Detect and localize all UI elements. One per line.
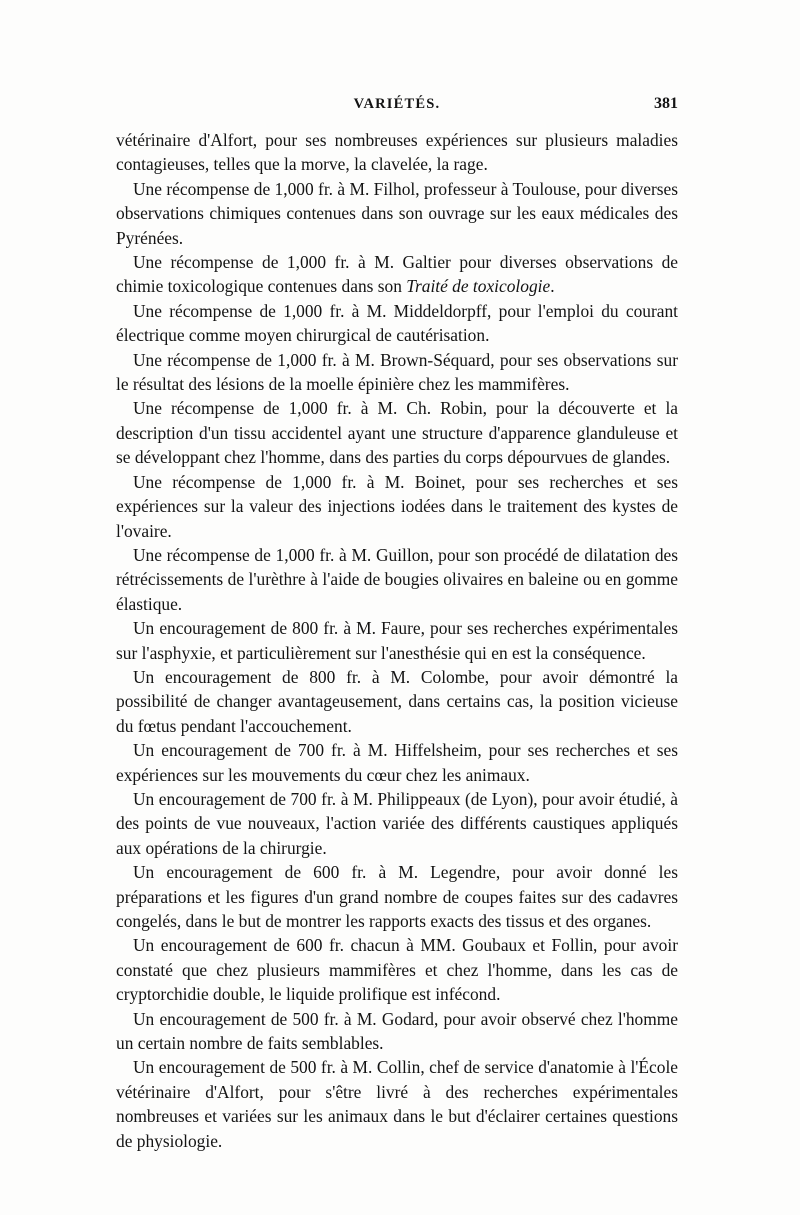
paragraph: Un encouragement de 700 fr. à M. Hiffelsheim, pour ses recherches et ses expériences sur les mouvements du cœur chez les animaux. xyxy=(116,740,678,785)
book-title: Traité de toxicologie xyxy=(406,276,551,297)
running-title: VARIÉTÉS. xyxy=(353,96,441,112)
running-head xyxy=(116,96,678,120)
paragraph: vétérinaire d'Alfort, pour ses nombreuses expériences sur plusieurs maladies contagieuses, telles que la morve, la clavelée, la rage. xyxy=(116,130,678,175)
paragraph: Une récompense de 1,000 fr. à M. Middeldorpff, pour l'emploi du courant électrique comme moyen chirurgical de cautérisation. xyxy=(116,300,678,346)
paragraph: Une récompense de 1,000 fr. à M. Filhol, professeur à Toulouse, pour diverses observations chimiques contenues dans son ouvrage sur les eaux médicales des Pyrénées. xyxy=(116,178,678,248)
paragraph: Une récompense de 1,000 fr. à M. Guillon, pour son procédé de dilatation des rétrécissements de l'urèthre à l'aide de bougies olivaires en baleine ou en gomme élastique. xyxy=(116,544,678,614)
paragraph: Une récompense de 1,000 fr. à M. Brown-Séquard, pour ses observations sur le résultat des lésions de la moelle épinière chez les mammifères. xyxy=(116,349,678,395)
paragraph-text: . xyxy=(550,276,555,297)
paragraph: Une récompense de 1,000 fr. à M. Boinet, pour ses recherches et ses expériences sur la valeur des injections iodées dans le traitement des kystes de l'ovaire. xyxy=(116,471,678,541)
paragraph: Un encouragement de 600 fr. chacun à MM. Goubaux et Follin, pour avoir constaté que chez plusieurs mammifères et chez l'homme, dans les cas de cryptorchidie double, le liquide prolifique est infécond. xyxy=(116,935,678,1005)
paragraph: Un encouragement de 600 fr. à M. Legendre, pour avoir donné les préparations et les figures d'un grand nombre de coupes faites sur des cadavres congelés, dans le but de montrer les rapports exacts des tissus et des organes. xyxy=(116,862,678,931)
paragraph-text: Une récompense de 1,000 fr. à M. Galtier pour diverses observations de chimie toxicologique contenues dans son xyxy=(116,252,678,297)
paragraph: Un encouragement de 800 fr. à M. Faure, pour ses recherches expérimentales sur l'asphyxie, et particulièrement sur l'anesthésie qui en est la conséquence. xyxy=(116,618,678,663)
paragraph: Un encouragement de 500 fr. à M. Collin, chef de service d'anatomie à l'École vétérinaire d'Alfort, pour s'être livré à des recherches expérimentales nombreuses et variées sur les animaux dans le but d'éclairer certaines questions de physiologie. xyxy=(116,1057,678,1151)
page-number: 381 xyxy=(654,95,678,112)
body-text xyxy=(116,128,678,1153)
paragraph xyxy=(116,250,678,299)
paragraph: Un encouragement de 500 fr. à M. Godard, pour avoir observé chez l'homme un certain nombre de faits semblables. xyxy=(116,1008,678,1054)
paragraph: Une récompense de 1,000 fr. à M. Ch. Robin, pour la découverte et la description d'un tissu accidentel ayant une structure d'apparence glanduleuse et se développant chez l'homme, dans des parties du corps dépourvues de glandes. xyxy=(116,398,678,468)
paragraph: Un encouragement de 700 fr. à M. Philippeaux (de Lyon), pour avoir étudié, à des points de vue nouveaux, l'action variée des différents caustiques appliqués aux opérations de la chirurgie. xyxy=(116,788,678,858)
paragraph: Un encouragement de 800 fr. à M. Colombe, pour avoir démontré la possibilité de changer avantageusement, dans certains cas, la position vicieuse du fœtus pendant l'accouchement. xyxy=(116,666,678,736)
